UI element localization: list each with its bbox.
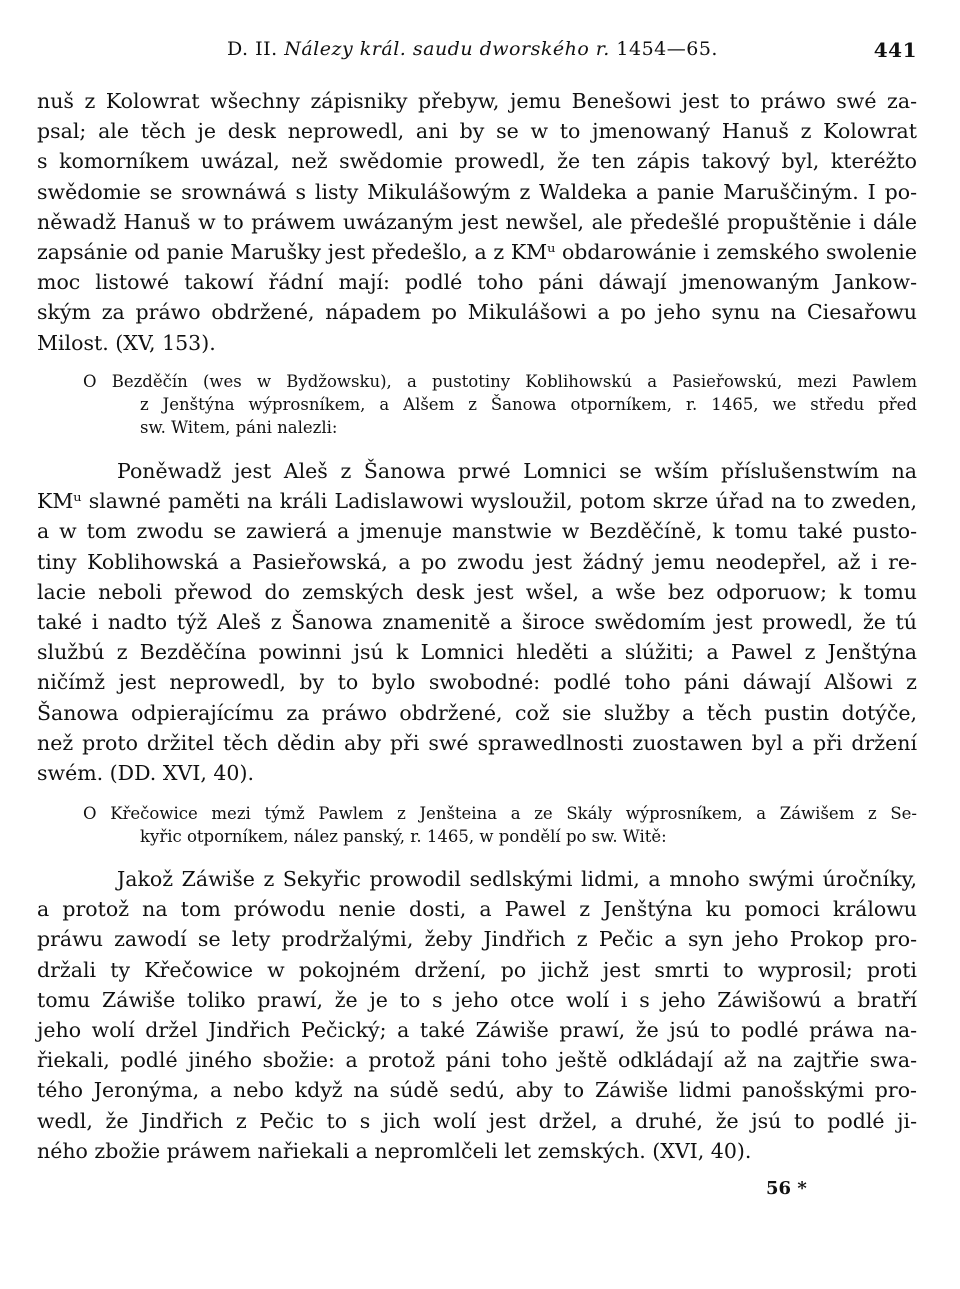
heading-line: z Jenštýna wýprosníkem, a Alšem z Šanowa otporníkem, r. 1465, we středu před [140, 395, 917, 414]
text-line: Šanowa odpierajícímu za práwo obdržené, což sie služby a těch pustin dotýče, [37, 700, 917, 725]
section-heading-krecowice [37, 802, 917, 848]
running-title [227, 38, 718, 60]
heading-line: O Bezděčín (wes w Bydžowsku), a pustotiny Koblihowskú a Pasieřowskú, mezi Pawlem [83, 372, 917, 391]
text-line: wedl, že Jindřich z Pečic to s jich wolí jest držel, a druhé, že jsú to podlé ji- [37, 1108, 917, 1133]
text-line: Poněwadž jest Aleš z Šanowa prwé Lomnici se wším příslušenstwím na [117, 459, 917, 483]
text-line: než proto držitel těch dědin aby při swé sprawedlnosti zuostawen byl a při držení [37, 730, 917, 755]
title-italic: Nálezy král. saudu dworského r. [284, 38, 610, 60]
section-number: D. II. [227, 38, 278, 60]
text-line: lacie neboli přewod do zemských desk jest wšel, a wše bez odporuow; k tomu [37, 579, 917, 604]
title-years: 1454—65. [616, 38, 718, 60]
text-line: swém. (DD. XVI, 40). [37, 760, 254, 785]
section-heading-bezdecin [37, 370, 917, 439]
text-line: službú z Bezděčína powinni jsú k Lomnici hleděti a slúžiti; a Pawel z Jenštýna [37, 640, 917, 665]
text-line: a w tom zwodu se zawierá a jmenuje manstwie w Bezděčíně, k tomu také pusto- [37, 519, 917, 544]
text-line: jeho wolí držel Jindřich Pečický; a také Záwiše prawí, že jsú to podlé práwa na- [37, 1017, 917, 1042]
text-line: tého Jeronýma, a nebo když na súdě sedú, aby to Záwiše lidmi panošskými pro- [37, 1078, 917, 1103]
text-line: tiny Koblihowská a Pasieřowská, a po zwodu jest žádný jemu neodepřel, až i re- [37, 549, 917, 574]
text-line: Jakož Záwiše z Sekyřic prowodil sedlskými lidmi, a mnoho swými úročníky, [117, 867, 917, 891]
text-line: ským za práwo obdržené, nápadem po Mikulášowi a po jeho synu na Ciesařowu [37, 300, 917, 325]
text-line: ného zbožie práwem nařiekali a nepromlčeli let zemských. (XVI, 40). [37, 1138, 752, 1163]
text-line: nuš z Kolowrat wšechny zápisniky přebyw, jemu Benešowi jest to práwo swé za- [37, 89, 917, 113]
text-line: s komorníkem uwázal, než swědomie prowedl, že ten zápis takový byl, kteréžto [37, 149, 917, 174]
heading-line: O Křečowice mezi týmž Pawlem z Jenšteina a ze Skály wýprosníkem, a Záwišem z Se- [83, 804, 917, 823]
paragraph-3 [37, 864, 917, 1166]
text-line: řiekali, podlé jiného sbožie: a protož páni toho ještě odkládají až na zajtřie swa- [37, 1048, 917, 1073]
text-line: Milost. (XV, 153). [37, 330, 216, 355]
text-line: a protož na tom prówodu nenie dosti, a Pawel z Jenštýna ku pomoci králowu [37, 897, 917, 922]
text-line: ničímž jest neprowedl, by to bylo swobodné: podlé toho páni dáwají Alšowi z [37, 670, 917, 695]
signature-mark: 56 * [766, 1178, 807, 1199]
text-line: zapsánie od panie Marušky jest předešlo, a z KMᵘ obdarowánie i zemského swolenie [37, 239, 917, 264]
text-line: držali ty Křečowice w pokojném držení, po jichž jest smrti to wyprosil; proti [37, 957, 917, 982]
heading-line: sw. Witem, páni nalezli: [140, 418, 338, 437]
text-line: moc listowé takowí řádní mají: podlé toho páni dáwají jmenowaným Jankow- [37, 270, 917, 295]
text-line: psal; ale těch je desk neprowedl, ani by se w to jmenowaný Hanuš z Kolowrat [37, 119, 917, 144]
running-head [37, 34, 917, 64]
paragraph-2 [37, 456, 917, 788]
text-line: swědomie se srownáwá s listy Mikulášowým z Waldeka a panie Maruščiným. I po- [37, 179, 917, 204]
text-line: také i nadto týž Aleš z Šanowa znamenitě a široce swědomím jest prowedl, že tú [37, 609, 917, 634]
heading-line: kyřic otporníkem, nález panský, r. 1465, w pondělí po sw. Witě: [140, 827, 667, 846]
book-page [37, 34, 917, 1163]
text-line: KMᵘ slawné paměti na králi Ladislawowi wysloužil, potom skrze úřad na to zweden, [37, 489, 917, 514]
page-number: 441 [873, 38, 917, 62]
text-line: tomu Záwiše toliko prawí, že je to s jeho otce wolí i s jeho Záwišowú a bratří [37, 987, 917, 1012]
text-line: práwu zawodí se lety prodržalými, žeby Jindřich z Pečic a syn jeho Prokop pro- [37, 927, 917, 952]
text-line: něwadž Hanuš w to práwem uwázaným jest newšel, ale předešlé propuštěnie i dále [37, 209, 917, 234]
paragraph-1 [37, 86, 917, 358]
